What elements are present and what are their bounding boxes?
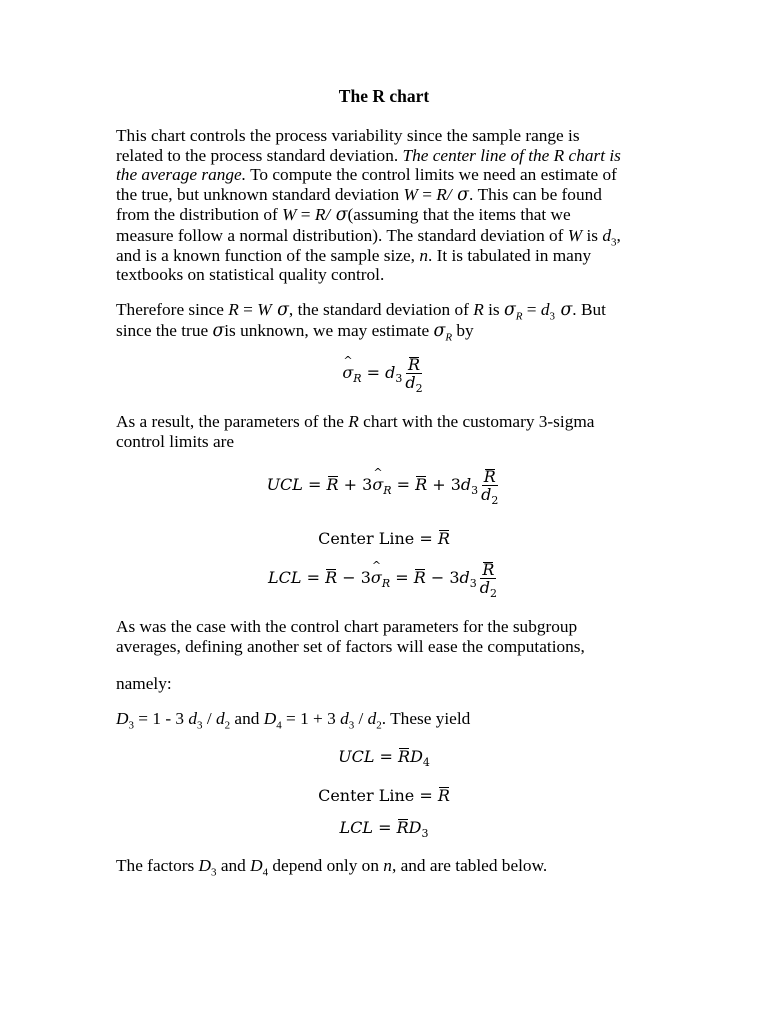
page-title: The R chart [338,86,430,106]
paragraph-estimate [116,300,656,344]
text-line: This chart controls the process variability since the sample range is [116,126,580,145]
text-line: $D_3 = 1 - 3$ $d_3 / d_2$ and $D_4 = 1 + 3$ $d_3 / d_2$. These yield [116,709,471,732]
equation-sigma-estimate: ^ $\sigma_R = d_3$ $\frac{R}{d_2}$ [0,356,768,391]
paragraph-factors [116,617,656,656]
text-line: measure follow a normal distribution). The standard deviation of W is $d_3$, [116,225,621,249]
paragraph-namely [116,674,656,694]
paragraph-parameters [116,412,656,451]
text-line: from the distribution of W = R/ σ(assuming that the items that we [116,205,571,226]
text-line: since the true σis unknown, we may estimate $\sigma_R$ by [116,320,474,344]
equation-ucl-simplified: UCL = $RD_4$ [338,747,430,770]
paragraph-d-factors [116,709,656,732]
text-line: textbooks on statistical quality control. [116,265,385,285]
text-line: The factors $D_3$ and $D_4$ depend only on n, and are tabled below. [116,856,548,879]
text-line: As was the case with the control chart parameters for the subgroup [116,617,578,636]
text-line: Therefore since R = W σ, the standard deviation of R is $\sigma_R = d_3$ σ. But [116,300,606,323]
equation-center-line-simplified: Center Line = R [318,786,450,805]
text-line: averages, defining another set of factors will ease the computations, [116,636,585,656]
equation-center-line: Center Line = R [318,529,450,548]
equation-lcl-simplified: LCL = $RD_3$ [339,818,429,841]
text-line: the true, but unknown standard deviation W = R/ σ. This can be found [116,184,602,205]
fraction: $\frac{R}{d_2}$ [405,355,423,396]
text-line: control limits are [116,431,235,451]
text-line: the average range. To compute the control limits we need an estimate of [116,165,617,185]
fraction: $\frac{R}{d_2}$ [479,560,497,601]
text-line: and is a known function of the sample size, n. It is tabulated in many [116,245,592,265]
equation-lcl: LCL = R − 3^ $\sigma_R = R - 3d_3$ $\frac{R}{d_2}$ [0,561,768,596]
paragraph-tabled [116,856,656,879]
text-line: namely: [116,674,172,693]
fraction: $\frac{R}{d_2}$ [481,467,499,508]
paragraph-intro [116,126,656,285]
equation-ucl: UCL = R + 3^ $\sigma_R = R + 3d_3$ $\frac{R}{d_2}$ [0,468,768,503]
text-line: related to the process standard deviation. The center line of the R chart is [116,145,621,165]
text-line: As a result, the parameters of the R chart with the customary 3-sigma [116,412,595,431]
